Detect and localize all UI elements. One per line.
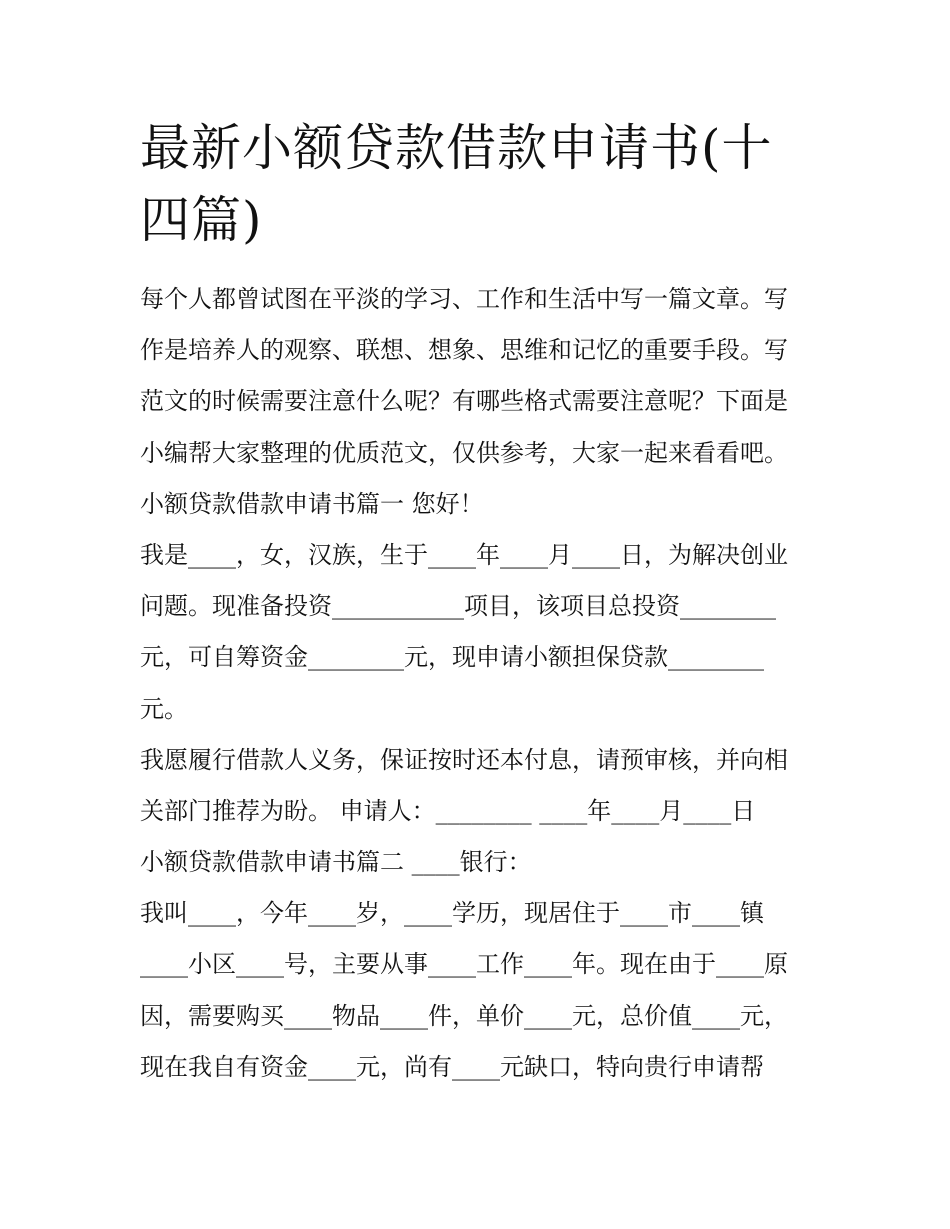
text-line: 作是培养人的观察、联想、想象、思维和记忆的重要手段。写 xyxy=(140,336,788,365)
text-line: 现在我自有资金____元，尚有____元缺口，特向贵行申请帮 xyxy=(140,1052,764,1081)
signature-line: 关部门推荐为盼。 申请人：________ ____年____月____日 xyxy=(140,796,756,825)
section-heading-2: 小额贷款借款申请书篇二 ____银行： xyxy=(140,848,532,877)
document-title: 最新小额贷款借款申请书(十四篇) xyxy=(140,119,773,249)
document-body xyxy=(140,274,812,1093)
text-line: 我是____，女，汉族，生于____年____月____日，为解决创业 xyxy=(140,540,788,569)
text-line: 因，需要购买____物品____件，单价____元，总价值____元， xyxy=(140,1001,788,1030)
text-line: 我愿履行借款人义务，保证按时还本付息，请预审核，并向相 xyxy=(140,745,788,774)
text-line: 问题。现准备投资___________项目，该项目总投资________ xyxy=(140,592,776,621)
text-line: 范文的时候需要注意什么呢？有哪些格式需要注意呢？下面是 xyxy=(140,387,788,416)
text-line: 我叫____，今年____岁，____学历，现居住于____市____镇 xyxy=(140,899,764,928)
text-line: 元，可自筹资金________元，现申请小额担保贷款________ xyxy=(140,643,764,672)
text-line: 每个人都曾试图在平淡的学习、工作和生活中写一篇文章。写 xyxy=(140,285,788,313)
text-line: 元。 xyxy=(140,694,188,723)
section-heading-1: 小额贷款借款申请书篇一 您好！ xyxy=(140,489,484,518)
text-line: ____小区____号，主要从事____工作____年。现在由于____原 xyxy=(140,950,788,979)
text-line: 小编帮大家整理的优质范文，仅供参考，大家一起来看看吧。 xyxy=(140,438,788,467)
document-page xyxy=(140,112,812,1093)
